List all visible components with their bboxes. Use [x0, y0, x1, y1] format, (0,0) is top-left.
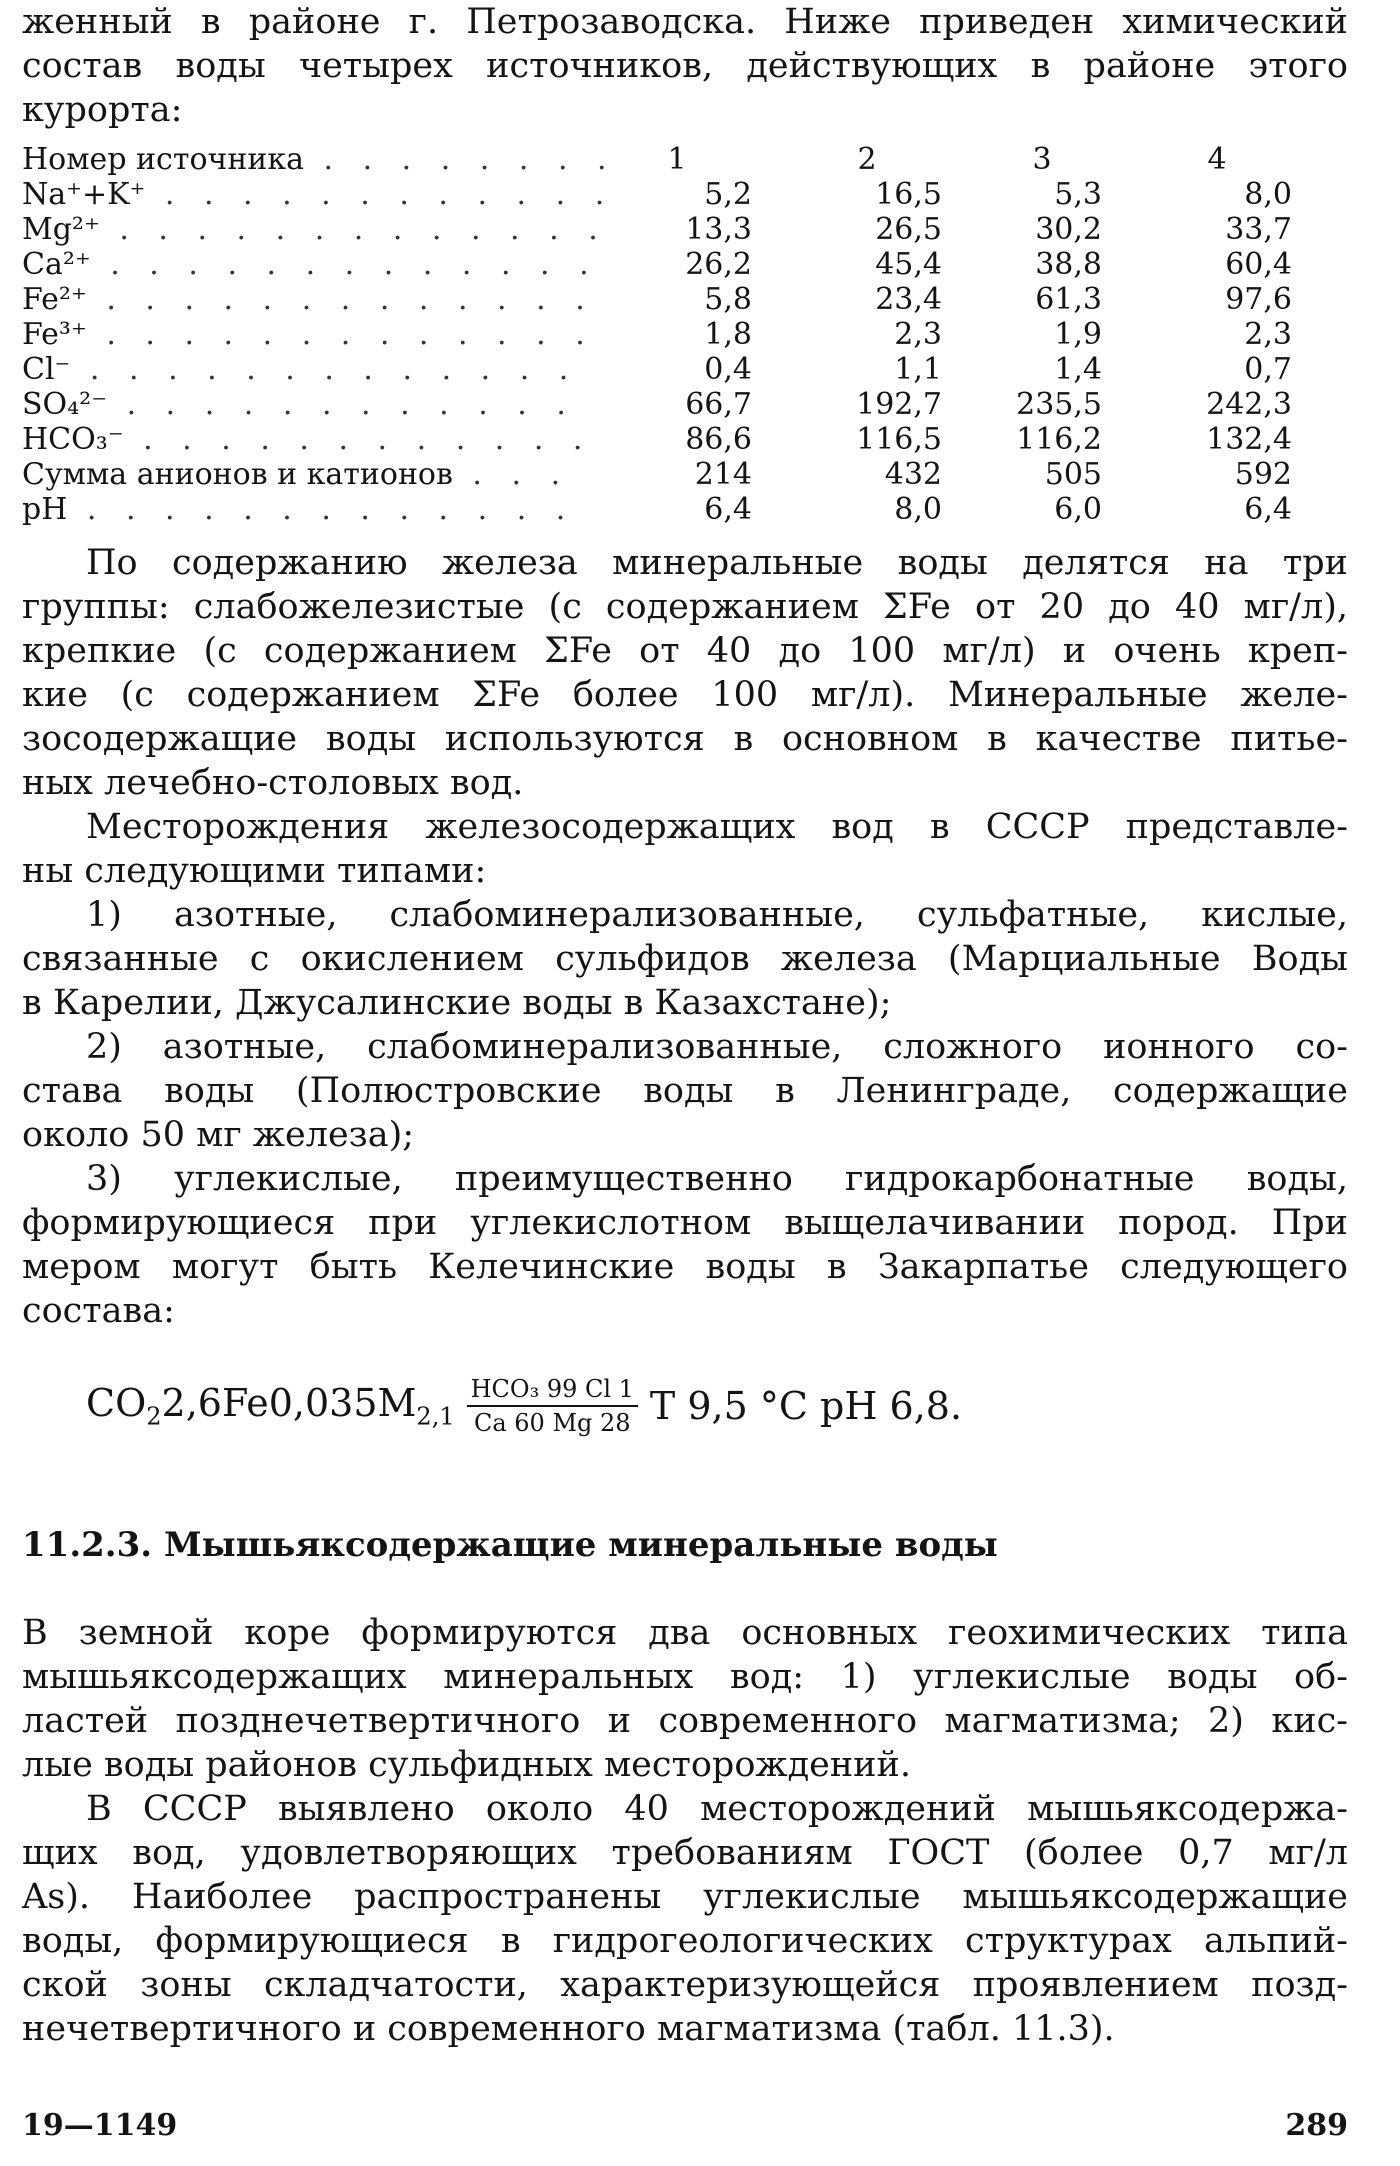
fraction-numerator: HCO₃ 99 Cl 1	[467, 1375, 638, 1407]
table-cell: 235,5	[1016, 387, 1102, 422]
table-cell: 592	[1234, 457, 1292, 492]
table-cell: 214	[694, 457, 752, 492]
row-label: Fe²⁺	[22, 282, 87, 317]
arsenic-types-paragraph	[22, 1611, 1348, 1787]
table-header-label: Номер источника	[22, 142, 304, 177]
table-cell: 45,4	[875, 247, 942, 282]
table-cell: 1,8	[704, 317, 752, 352]
table-cell: 6,0	[1054, 492, 1102, 527]
row-label: Cl⁻	[22, 352, 71, 387]
text-line: курорта:	[22, 90, 183, 130]
table-cell: 26,2	[685, 247, 752, 282]
table-cell: 5,2	[704, 177, 752, 212]
text-line: состав воды четырех источников, действующих в районе этого	[22, 46, 1348, 86]
signature-mark: 19—1149	[22, 2108, 178, 2143]
row-label: Ca²⁺	[22, 247, 91, 282]
table-row: HCO₃⁻ . . . . . . . . . . . . 86,6 116,5 116,2 132,4	[22, 422, 1348, 457]
table-header-row: Номер источника . . . . . . . . 1 2 3 4	[22, 142, 1348, 177]
text-line: По содержанию железа минеральные воды делятся на три	[86, 543, 1348, 583]
table-cell: 38,8	[1035, 247, 1102, 282]
text-line: ных лечебно-столовых вод.	[22, 763, 524, 803]
table-cell: 26,5	[875, 212, 942, 247]
formula-mid-subscript: 2,1	[416, 1402, 455, 1431]
table-cell: 2,3	[894, 317, 942, 352]
column-header: 2	[857, 142, 877, 177]
text-line: крепкие (с содержанием ΣFe от 40 до 100 мг/л) и очень креп-	[22, 631, 1348, 671]
table-row: Ca²⁺ . . . . . . . . . . . . . 26,2 45,4 38,8 60,4	[22, 247, 1348, 282]
table-cell: 66,7	[685, 387, 752, 422]
table-cell: 6,4	[1244, 492, 1292, 527]
table-row: Na⁺+K⁺ . . . . . . . . . . . . 5,2 16,5 5,3 8,0	[22, 177, 1348, 212]
table-cell: 5,8	[704, 282, 752, 317]
table-cell: 116,5	[856, 422, 942, 457]
row-label: Na⁺+K⁺	[22, 177, 146, 212]
table-cell: 33,7	[1225, 212, 1292, 247]
table-cell: 6,4	[704, 492, 752, 527]
text-line: щих вод, удовлетворяющих требованиям ГОСТ (более 0,7 мг/л	[22, 1833, 1348, 1873]
table-row: Сумма анионов и катионов . . . 214 432 505 592	[22, 457, 1348, 492]
text-line: ны следующими типами:	[22, 851, 487, 891]
text-line: В земной коре формируются два основных геохимических типа	[22, 1613, 1348, 1653]
table-cell: 0,4	[704, 352, 752, 387]
iron-groups-paragraph	[22, 541, 1348, 805]
section-heading: 11.2.3. Мышьяксодержащие минеральные воды	[22, 1525, 998, 1565]
intro-paragraph	[22, 0, 1348, 132]
text-line: женный в районе г. Петрозаводска. Ниже приведен химический	[22, 2, 1348, 42]
formula-fraction	[467, 1375, 638, 1437]
text-line: 2) азотные, слабоминерализованные, сложного ионного со-	[86, 1027, 1348, 1067]
table-cell: 132,4	[1206, 422, 1292, 457]
arsenic-deposits-paragraph	[22, 1787, 1348, 2051]
page-number: 289	[1285, 2108, 1348, 2143]
formula-tail: T 9,5 °C pH 6,8.	[649, 1384, 963, 1428]
table-row: Fe³⁺ . . . . . . . . . . . . . 1,8 2,3 1,9 2,3	[22, 317, 1348, 352]
text-line: формирующиеся при углекислотном выщелачивании пород. При	[22, 1203, 1348, 1243]
text-line: As). Наиболее распространены углекислые мышьяксодержащие	[22, 1877, 1348, 1917]
text-line: состава:	[22, 1291, 175, 1331]
row-label: Mg²⁺	[22, 212, 100, 247]
table-row: Cl⁻ . . . . . . . . . . . . . 0,4 1,1 1,4 0,7	[22, 352, 1348, 387]
text-line: в Карелии, Джусалинские воды в Казахстане);	[22, 983, 892, 1023]
list-item	[22, 1157, 1348, 1333]
table-cell: 0,7	[1244, 352, 1292, 387]
text-line: мером могут быть Келечинские воды в Закарпатье следующего	[22, 1247, 1348, 1287]
table-cell: 30,2	[1035, 212, 1102, 247]
table-row: SO₄²⁻ . . . . . . . . . . . . 66,7 192,7 235,5 242,3	[22, 387, 1348, 422]
water-composition-table	[22, 142, 1348, 527]
text-line: зосодержащие воды используются в основном в качестве питье-	[22, 719, 1348, 759]
kurlov-formula	[22, 1351, 1348, 1461]
formula-lead-subscript: 2	[146, 1402, 162, 1431]
table-row: Mg²⁺ . . . . . . . . . . . . . 13,3 26,5 30,2 33,7	[22, 212, 1348, 247]
text-line: 3) углекислые, преимущественно гидрокарбонатные воды,	[86, 1159, 1348, 1199]
column-header: 4	[1207, 142, 1227, 177]
table-cell: 60,4	[1225, 247, 1292, 282]
table-cell: 8,0	[1244, 177, 1292, 212]
text-line: нечетвертичного и современного магматизма (табл. 11.3).	[22, 2009, 1115, 2049]
table-cell: 61,3	[1035, 282, 1102, 317]
text-line: става воды (Полюстровские воды в Ленинграде, содержащие	[22, 1071, 1348, 1111]
text-line: воды, формирующиеся в гидрогеологических структурах альпий-	[22, 1921, 1348, 1961]
text-line: мышьяксодержащих минеральных вод: 1) углекислые воды об-	[22, 1657, 1348, 1697]
row-label: HCO₃⁻	[22, 422, 124, 457]
row-label: SO₄²⁻	[22, 387, 108, 422]
text-line: кие (с содержанием ΣFe более 100 мг/л). Минеральные желе-	[22, 675, 1348, 715]
list-item	[22, 893, 1348, 1025]
table-cell: 116,2	[1016, 422, 1102, 457]
table-cell: 1,1	[894, 352, 942, 387]
table-cell: 86,6	[685, 422, 752, 457]
list-item	[22, 1025, 1348, 1157]
page-footer	[22, 2108, 1348, 2143]
column-header: 1	[667, 142, 687, 177]
table-cell: 16,5	[875, 177, 942, 212]
text-line: группы: слабожелезистые (с содержанием ΣFe от 20 до 40 мг/л),	[22, 587, 1348, 627]
table-row: Fe²⁺ . . . . . . . . . . . . . 5,8 23,4 61,3 97,6	[22, 282, 1348, 317]
row-label: Сумма анионов и катионов	[22, 457, 453, 492]
text-line: около 50 мг железа);	[22, 1115, 415, 1155]
table-cell: 505	[1044, 457, 1102, 492]
column-header: 3	[1032, 142, 1052, 177]
text-line: ластей позднечетвертичного и современного магматизма; 2) кис-	[22, 1701, 1348, 1741]
formula-mid: 2,6Fe0,035M	[161, 1381, 417, 1426]
table-cell: 23,4	[875, 282, 942, 317]
table-cell: 5,3	[1054, 177, 1102, 212]
text-line: связанные с окислением сульфидов железа (Марциальные Воды	[22, 939, 1348, 979]
table-row: pH . . . . . . . . . . . . . 6,4 8,0 6,0 6,4	[22, 492, 1348, 527]
row-label: Fe³⁺	[22, 317, 87, 352]
table-cell: 432	[884, 457, 942, 492]
table-cell: 1,9	[1054, 317, 1102, 352]
table-cell: 2,3	[1244, 317, 1292, 352]
table-cell: 1,4	[1054, 352, 1102, 387]
text-line: 1) азотные, слабоминерализованные, сульфатные, кислые,	[86, 895, 1348, 935]
table-cell: 13,3	[685, 212, 752, 247]
table-cell: 8,0	[894, 492, 942, 527]
table-cell: 97,6	[1225, 282, 1292, 317]
deposits-paragraph	[22, 805, 1348, 893]
table-cell: 242,3	[1206, 387, 1292, 422]
formula-lead: CO	[86, 1381, 147, 1426]
text-line: Месторождения железосодержащих вод в СССР представле-	[86, 807, 1348, 847]
document-page	[22, 0, 1348, 2051]
fraction-denominator: Ca 60 Mg 28	[473, 1409, 631, 1437]
text-line: ской зоны складчатости, характеризующейся проявлением позд-	[22, 1965, 1348, 2005]
row-label: pH	[22, 492, 68, 527]
text-line: лые воды районов сульфидных месторождений.	[22, 1745, 911, 1785]
table-cell: 192,7	[856, 387, 942, 422]
text-line: В СССР выявлено около 40 месторождений мышьяксодержа-	[86, 1789, 1348, 1829]
